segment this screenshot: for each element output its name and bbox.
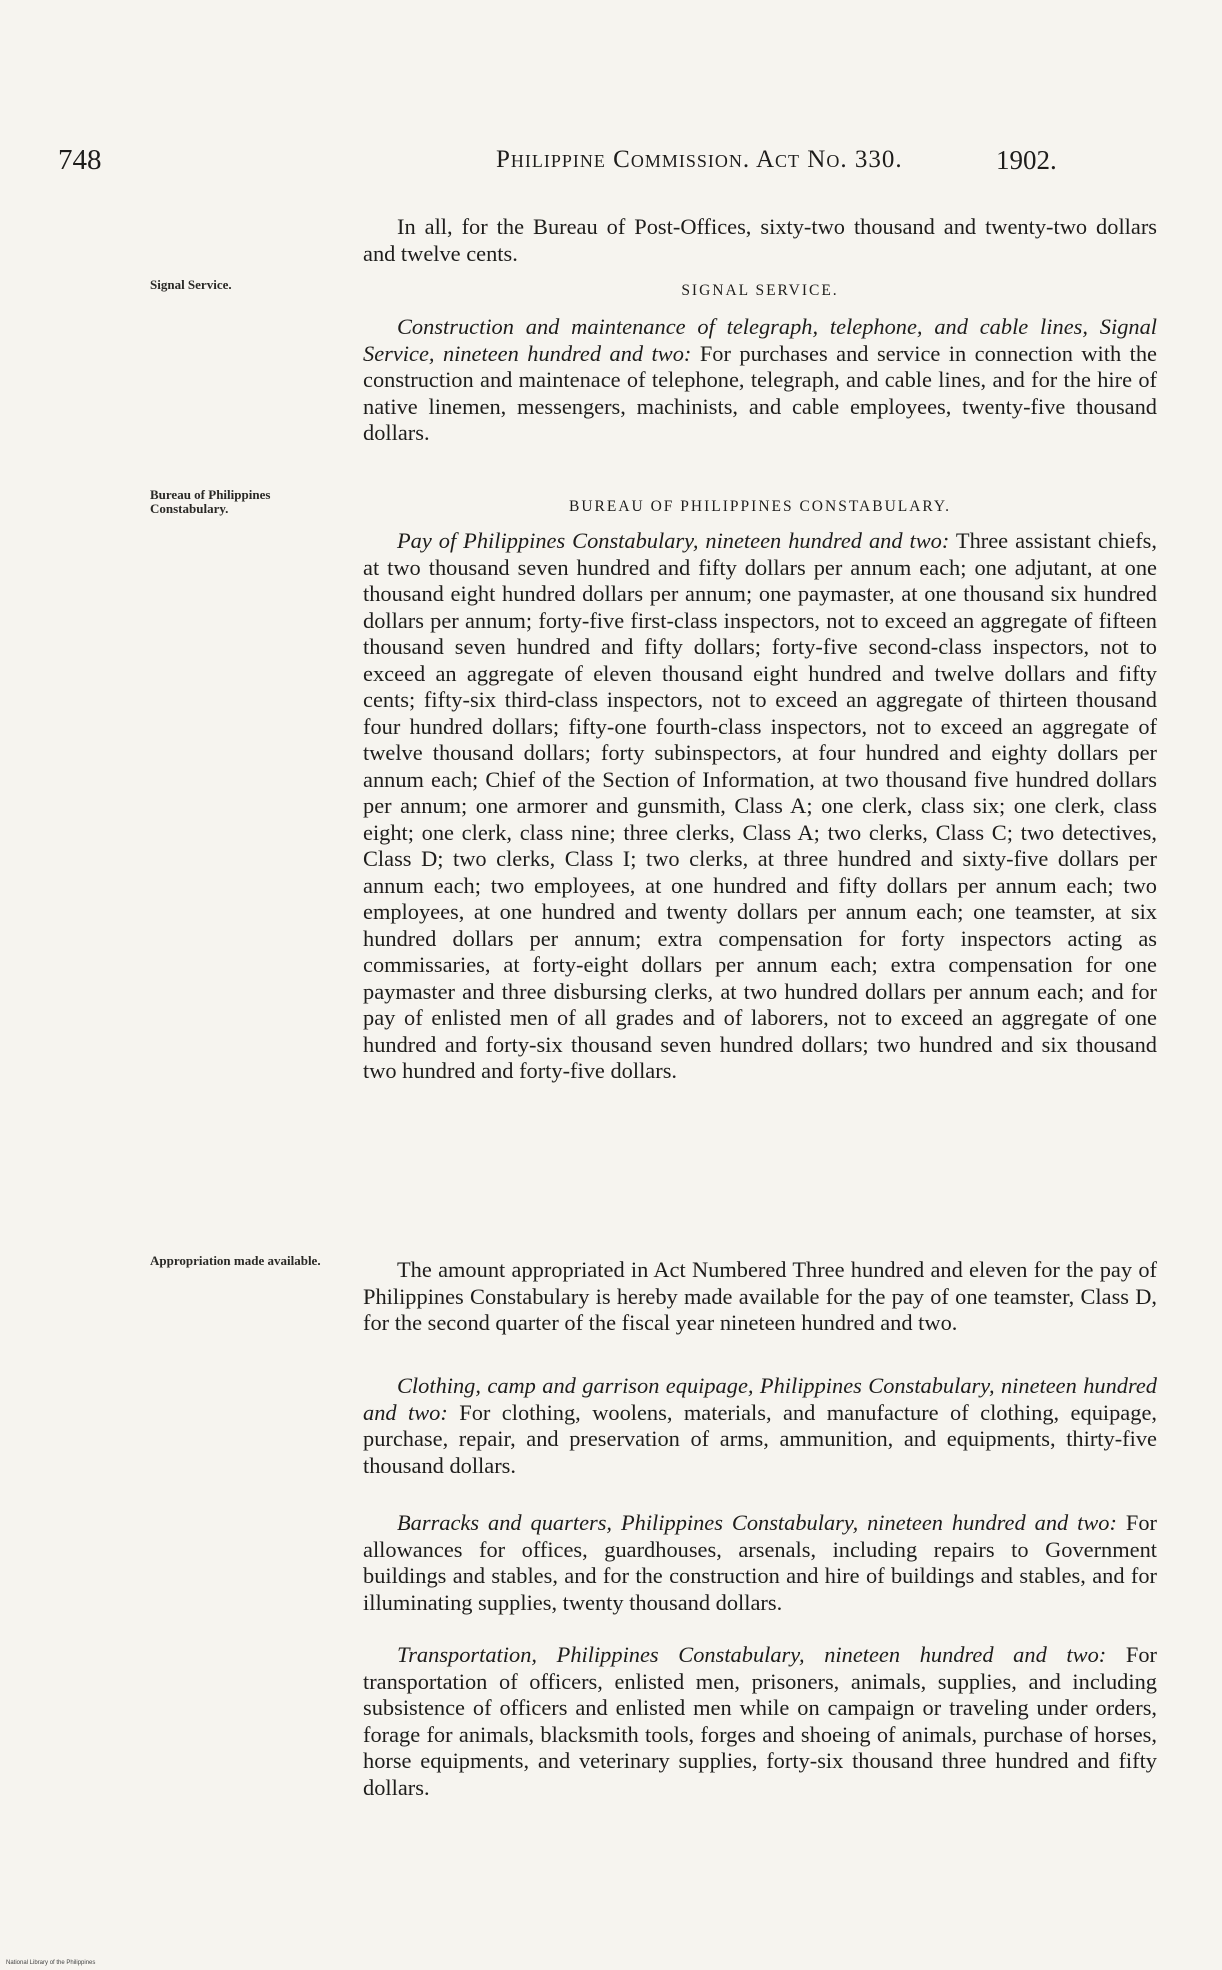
- appropriation-block: [363, 1257, 1157, 1337]
- barracks-title: Barracks and quarters, Philippines Constabulary, nineteen hundred and two:: [397, 1510, 1117, 1535]
- barracks-block: [363, 1510, 1157, 1616]
- pay-title: Pay of Philippines Constabulary, nineteen hundred and two:: [397, 528, 950, 553]
- signal-service-body: [363, 314, 1157, 447]
- pay-paragraph: [363, 528, 1157, 1085]
- pay-block: [363, 528, 1157, 1085]
- running-head: [58, 144, 1152, 184]
- running-title: Philippine Commission. Act No. 330.: [496, 146, 903, 173]
- transport-title: Transportation, Philippines Constabulary, nineteen hundred and two:: [397, 1642, 1107, 1667]
- page-number: 748: [58, 144, 102, 176]
- constabulary-heading-block: [363, 494, 1157, 521]
- appropriation-paragraph: The amount appropriated in Act Numbered Three hundred and eleven for the pay of Philippines Constabulary is hereby made available for the pay of one teamster, Class D, for the second quarter of the fiscal year nineteen hundred and two.: [363, 1257, 1157, 1335]
- barracks-text: For allowances for offices, guardhouses, arsenals, including repairs to Government buildings and stables, and for the construction and hire of buildings and stables, and for illuminating supplies, twenty thousand dollars.: [363, 1510, 1158, 1615]
- clothing-block: [363, 1373, 1157, 1479]
- opening-paragraph: In all, for the Bureau of Post-Offices, sixty-two thousand and twenty-two dollars and twelve cents.: [363, 214, 1157, 266]
- running-year: 1902.: [996, 145, 1057, 175]
- transport-block: [363, 1642, 1157, 1801]
- margin-note-appropriation: Appropriation made available.: [150, 1253, 321, 1268]
- opening-block: [363, 214, 1157, 267]
- clothing-text: For clothing, woolens, materials, and manufacture of clothing, equipage, purchase, repair, and preservation of arms, ammunition, and equipments, thirty-five thousand dollars.: [363, 1399, 1157, 1478]
- margin-note-constabulary: Bureau of Philippines Constabulary.: [150, 487, 271, 516]
- signal-service-item-title: Construction and maintenance of telegraph, telephone, and cable lines, Signal Service, nineteen hundred and two:: [363, 314, 1157, 366]
- signal-service-paragraph: [363, 314, 1157, 447]
- signal-service-item-text: For purchases and service in connection with the construction and maintenace of telephone, telegraph, and cable lines, and for the hire of native linemen, messengers, machinists, and cable employees, twenty-five thousand dollars.: [363, 340, 1157, 445]
- pay-text: Three assistant chiefs, at two thousand seven hundred and fifty dollars per annum each; one adjutant, at one thousand eight hundred dollars per annum; one paymaster, at one thousand six hundred dollars per annum; forty-five first-class inspectors, not to exceed an aggregate of fifteen thousand seven hundred and fifty dollars; forty-five second-class inspectors, not to exceed an aggregate of eleven thousand eight hundred and twelve dollars and fifty cents; fifty-six third-class inspectors, not to exceed an aggregate of thirteen thousand four hundred dollars; fifty-one fourth-class inspectors, not to exceed an aggregate of twelve thousand dollars; forty subinspectors, at four hundred and eighty dollars per annum each; Chief of the Section of Information, at two thousand five hundred dollars per annum; one armorer and gunsmith, Class A; one clerk, class six; one clerk, class eight; one clerk, class nine; three clerks, Class A; two clerks, Class C; two detectives, Class D; two clerks, Class I; two clerks, at three hundred and sixty-five dollars per annum each; two employees, at one hundred and fifty dollars per annum each; two employees, at one hundred and twenty dollars per annum each; one teamster, at six hundred dollars per annum; extra compensation for forty inspectors acting as commissaries, at forty-eight dollars per annum each; extra compensation for one paymaster and three disbursing clerks, at two hundred dollars per annum each; and for pay of enlisted men of all grades and of laborers, not to exceed an aggregate of one hundred and forty-six thousand seven hundred dollars; two hundred and six thousand two hundred and forty-five dollars.: [363, 528, 1157, 1083]
- constabulary-heading: BUREAU OF PHILIPPINES CONSTABULARY.: [569, 498, 951, 515]
- signal-service-heading: SIGNAL SERVICE.: [681, 282, 839, 299]
- barracks-paragraph: [363, 1510, 1157, 1616]
- transport-paragraph: [363, 1642, 1157, 1801]
- footer-credit: National Library of the Philippines: [6, 1960, 96, 1966]
- transport-text: For transportation of officers, enlisted men, prisoners, animals, supplies, and including subsistence of officers and enlisted men while on campaign or traveling under orders, forage for animals, blacksmith tools, forges and shoeing of animals, purchase of horses, horse equipments, and veterinary supplies, forty-six thousand three hundred and fifty dollars.: [363, 1642, 1157, 1800]
- signal-service-section: [363, 278, 1157, 305]
- clothing-paragraph: [363, 1373, 1157, 1479]
- clothing-title: Clothing, camp and garrison equipage, Philippines Constabulary, nineteen hundred and two:: [363, 1373, 1157, 1425]
- margin-note-signal-service: Signal Service.: [150, 277, 232, 292]
